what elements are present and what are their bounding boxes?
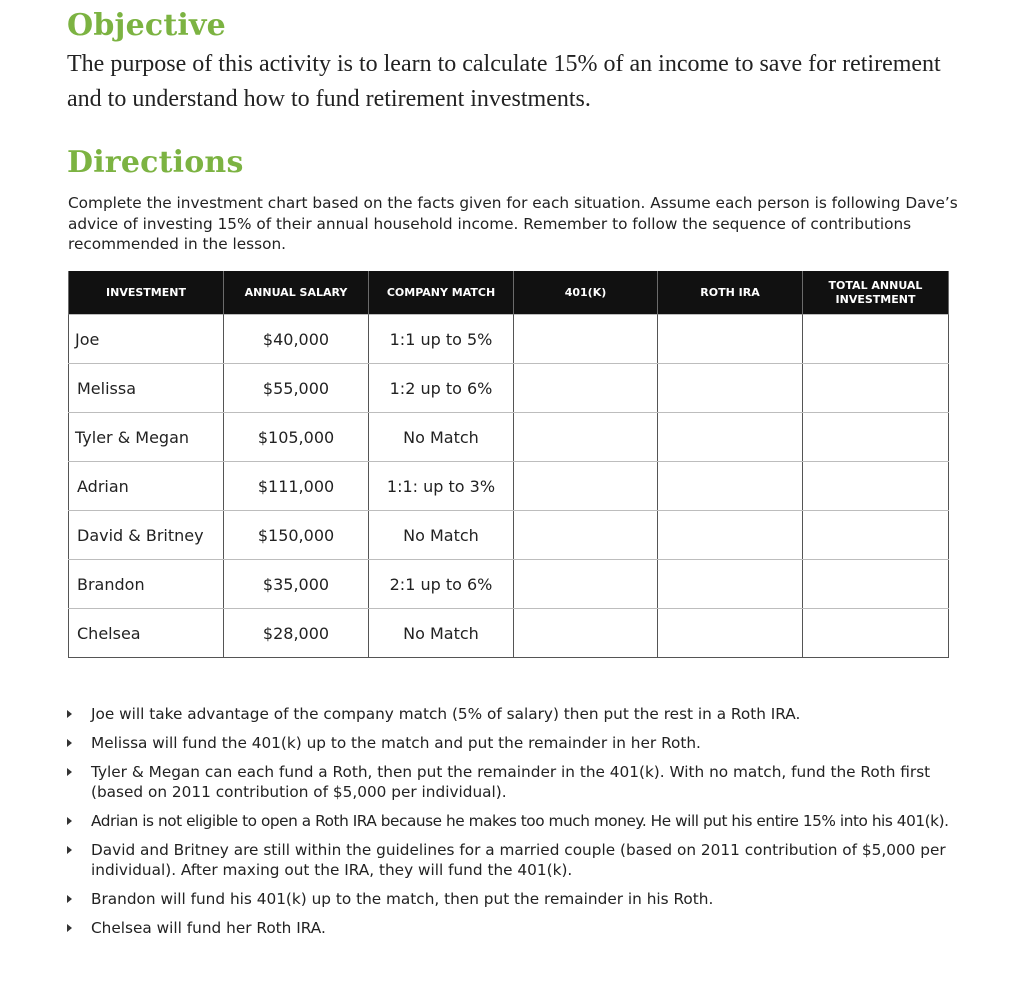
triangle-bullet-icon [67, 739, 72, 747]
header-company-match: COMPANY MATCH [369, 271, 514, 315]
row-401k-cell[interactable] [514, 462, 658, 511]
list-item [67, 840, 957, 881]
row-salary: $105,000 [224, 413, 369, 462]
row-match: 1:1: up to 3% [369, 462, 514, 511]
triangle-bullet-icon [67, 895, 72, 903]
row-total-cell[interactable] [803, 315, 949, 364]
row-roth-cell[interactable] [658, 560, 803, 609]
table-row [69, 315, 949, 364]
objective-text: The purpose of this activity is to learn to calculate 15% of an income to save for retirement and to understand how to fund retirement investments. [67, 51, 941, 112]
table-row [69, 462, 949, 511]
row-name: Brandon [69, 560, 224, 609]
table-row [69, 364, 949, 413]
fact-text: Melissa will fund the 401(k) up to the match and put the remainder in her Roth. [91, 733, 701, 752]
list-item [67, 704, 957, 725]
triangle-bullet-icon [67, 768, 72, 776]
table-row [69, 560, 949, 609]
row-401k-cell[interactable] [514, 560, 658, 609]
triangle-bullet-icon [67, 710, 72, 718]
fact-text: David and Britney are still within the guidelines for a married couple (based on 2011 contribution of $5,000 per individual). After maxing out the IRA, they will fund the 401(k). [91, 840, 946, 880]
row-match: 2:1 up to 6% [369, 560, 514, 609]
row-total-cell[interactable] [803, 609, 949, 658]
row-roth-cell[interactable] [658, 315, 803, 364]
row-salary: $111,000 [224, 462, 369, 511]
row-401k-cell[interactable] [514, 609, 658, 658]
row-roth-cell[interactable] [658, 413, 803, 462]
row-total-cell[interactable] [803, 462, 949, 511]
row-total-cell[interactable] [803, 511, 949, 560]
row-401k-cell[interactable] [514, 511, 658, 560]
row-total-cell[interactable] [803, 364, 949, 413]
row-name: Adrian [69, 462, 224, 511]
row-match: 1:2 up to 6% [369, 364, 514, 413]
row-roth-cell[interactable] [658, 462, 803, 511]
fact-text: Joe will take advantage of the company match (5% of salary) then put the rest in a Roth IRA. [91, 705, 801, 723]
fact-text: Adrian is not eligible to open a Roth IRA because he makes too much money. He will put his entire 15% into his 401(k). [91, 811, 949, 830]
directions-heading: Directions [67, 145, 244, 180]
objective-heading: Objective [67, 8, 226, 43]
row-roth-cell[interactable] [658, 609, 803, 658]
row-name: Chelsea [69, 609, 224, 658]
fact-text: Tyler & Megan can each fund a Roth, then put the remainder in the 401(k). With no match, fund the Roth first (based on 2011 contribution of $5,000 per individual). [91, 762, 931, 802]
row-roth-cell[interactable] [658, 511, 803, 560]
list-item [67, 733, 957, 754]
triangle-bullet-icon [67, 924, 72, 932]
table-header-row [69, 271, 949, 315]
row-roth-cell[interactable] [658, 364, 803, 413]
row-salary: $55,000 [224, 364, 369, 413]
fact-text: Brandon will fund his 401(k) up to the match, then put the remainder in his Roth. [91, 889, 714, 908]
list-item [67, 811, 957, 832]
table-row [69, 511, 949, 560]
facts-list [67, 704, 957, 947]
header-annual-salary: ANNUAL SALARY [224, 271, 369, 315]
row-401k-cell[interactable] [514, 364, 658, 413]
row-salary: $35,000 [224, 560, 369, 609]
triangle-bullet-icon [67, 846, 72, 854]
row-match: No Match [369, 609, 514, 658]
table-row [69, 413, 949, 462]
list-item [67, 918, 957, 939]
row-name: Melissa [69, 364, 224, 413]
header-total-annual-investment: TOTAL ANNUAL INVESTMENT [803, 271, 949, 315]
row-401k-cell[interactable] [514, 413, 658, 462]
header-401k: 401(K) [514, 271, 658, 315]
row-total-cell[interactable] [803, 413, 949, 462]
row-salary: $28,000 [224, 609, 369, 658]
row-match: No Match [369, 511, 514, 560]
directions-text: Complete the investment chart based on the facts given for each situation. Assume each person is following Dave’s advice of investing 15% of their annual household income. Remember to follow the sequence of contributions recommended in the lesson. [68, 194, 958, 253]
list-item [67, 762, 957, 803]
table-row [69, 609, 949, 658]
investment-table [68, 271, 949, 658]
row-name: Tyler & Megan [69, 413, 224, 462]
row-salary: $40,000 [224, 315, 369, 364]
row-salary: $150,000 [224, 511, 369, 560]
fact-text: Chelsea will fund her Roth IRA. [91, 918, 326, 937]
row-name: Joe [69, 315, 224, 364]
row-401k-cell[interactable] [514, 315, 658, 364]
row-match: 1:1 up to 5% [369, 315, 514, 364]
list-item [67, 889, 957, 910]
triangle-bullet-icon [67, 817, 72, 825]
row-total-cell[interactable] [803, 560, 949, 609]
row-match: No Match [369, 413, 514, 462]
row-name: David & Britney [69, 511, 224, 560]
header-roth-ira: ROTH IRA [658, 271, 803, 315]
header-investment: INVESTMENT [69, 271, 224, 315]
